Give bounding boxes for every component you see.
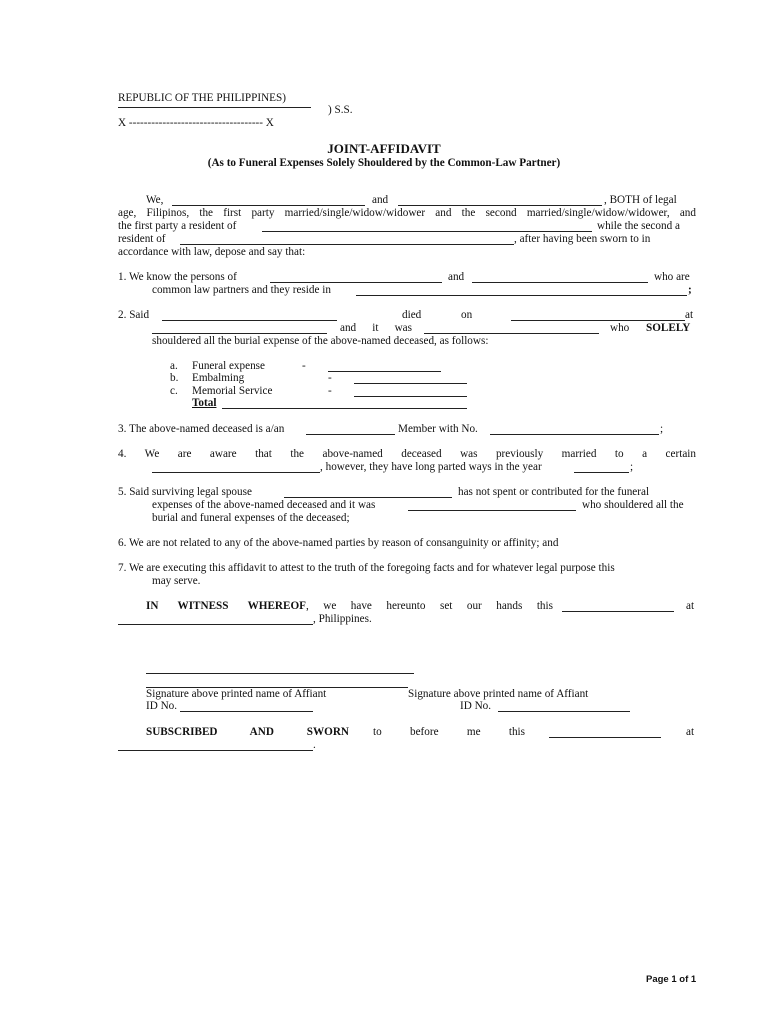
item1-text-e: ; [688, 284, 692, 296]
item5-partner-line [408, 510, 576, 511]
intro-and: and [372, 194, 389, 206]
id-line-right [498, 711, 630, 712]
item2-solely: SOLELY [646, 322, 691, 334]
expense-b-amount-line [354, 383, 467, 384]
item4-spouse-line [152, 472, 320, 473]
ss-label: ) S.S. [328, 104, 353, 116]
sworn-text-a: to before me this [373, 726, 525, 738]
page-number: Page 1 of 1 [646, 974, 697, 985]
item2-who: who [610, 322, 630, 334]
total-amount-line [354, 408, 467, 409]
item5-text-d: who shouldered all the [582, 499, 684, 511]
expense-a-label: Funeral expense [192, 360, 266, 372]
intro-line-3b: while the second a [597, 220, 680, 232]
sworn-at: at [686, 726, 695, 738]
expense-b-label: Embalming [192, 372, 245, 384]
expense-a-amount-line [328, 371, 441, 372]
first-party-name-line [172, 205, 365, 206]
sworn-date-line [549, 737, 661, 738]
item6-text: 6. We are not related to any of the above-named parties by reason of consanguinity or affinity; and [118, 537, 559, 549]
item5-text-c: expenses of the above-named deceased and it was [152, 499, 376, 511]
intro-line-5: accordance with law, depose and say that: [118, 246, 306, 258]
first-party-residence-line [262, 231, 592, 232]
signature-label-right: Signature above printed name of Affiant [408, 688, 589, 700]
sworn-end: . [313, 739, 316, 751]
item5-text-a: 5. Said surviving legal spouse [118, 486, 252, 498]
item2-deceased-line [162, 320, 337, 321]
item1-text-c: who are [654, 271, 690, 283]
expense-a-letter: a. [170, 360, 178, 372]
total-words-line [222, 408, 354, 409]
intro-both: , BOTH of legal [604, 194, 677, 206]
item3-text-b: Member with No. [398, 423, 478, 435]
intro-we: We, [146, 194, 164, 206]
sworn-place-line [118, 750, 313, 751]
expense-c-amount-line [354, 396, 467, 397]
item1-person1-line [270, 282, 442, 283]
item4-text-a: 4. We are aware that the above-named deceased was previously married to a certain [118, 448, 696, 460]
second-party-residence-line [180, 244, 514, 245]
expense-b-dash: - [328, 372, 332, 384]
id-label-right: ID No. [460, 700, 492, 712]
intro-line-3a: the first party a resident of [118, 220, 237, 232]
item2-at: at [685, 309, 694, 321]
item7-text-b: may serve. [152, 575, 201, 587]
total-label: Total [192, 397, 217, 409]
document-title: JOINT-AFFIDAVIT [327, 141, 441, 156]
item5-text-b: has not spent or contributed for the funeral [458, 486, 650, 498]
item3-text-c: ; [660, 423, 664, 435]
id-line-left [180, 711, 313, 712]
item2-on: on [461, 309, 473, 321]
item1-person2-line [472, 282, 648, 283]
item3-member-no-line [490, 434, 659, 435]
item1-text-b: and [448, 271, 465, 283]
signature-line-left-1 [146, 673, 414, 674]
expense-b-letter: b. [170, 372, 179, 384]
id-label-left: ID No. [146, 700, 178, 712]
item2-partner-line [424, 333, 599, 334]
item5-spouse-line [284, 497, 452, 498]
item1-text-a: 1. We know the persons of [118, 271, 237, 283]
intro-line-4a: resident of [118, 233, 166, 245]
signature-label-left: Signature above printed name of Affiant [146, 688, 327, 700]
intro-line-2: age, Filipinos, the first party married/single/widow/widower and the second married/single/widow/widower, and [118, 207, 696, 219]
item2-line-3: shouldered all the burial expense of the above-named deceased, as follows: [152, 335, 489, 347]
item2-and-it-was: and it was [340, 322, 412, 334]
second-party-name-line [398, 205, 602, 206]
item3-text-a: 3. The above-named deceased is a/an [118, 423, 285, 435]
sworn-bold: SUBSCRIBED AND SWORN [146, 726, 349, 738]
expense-c-letter: c. [170, 385, 178, 397]
item1-residence-line [356, 295, 687, 296]
item4-year-line [574, 472, 629, 473]
document-subtitle: (As to Funeral Expenses Solely Shouldered by the Common-Law Partner) [207, 157, 561, 169]
witness-at: at [686, 600, 695, 612]
intro-line-4b: , after having been sworn to in [514, 233, 651, 245]
witness-text-a: , we have hereunto set our hands this [306, 600, 553, 612]
item7-text-a: 7. We are executing this affidavit to attest to the truth of the foregoing facts and for whatever legal purpose this [118, 562, 615, 574]
item5-text-e: burial and funeral expenses of the deceased; [152, 512, 350, 524]
expense-c-label: Memorial Service [192, 385, 273, 397]
item2-place-line [152, 333, 327, 334]
item2-text-a: 2. Said [118, 309, 150, 321]
expense-c-dash: - [328, 385, 332, 397]
x-line: X ------------------------------------ X [118, 117, 274, 129]
item2-died: died [402, 309, 422, 321]
venue-line [118, 107, 311, 108]
item3-membership-line [306, 434, 395, 435]
witness-place-line [118, 624, 313, 625]
republic-label: REPUBLIC OF THE PHILIPPINES) [118, 92, 286, 104]
witness-date-line [562, 611, 674, 612]
item4-text-c: ; [630, 461, 634, 473]
witness-philippines: , Philippines. [313, 613, 372, 625]
item2-date-line [511, 320, 685, 321]
item4-text-b: , however, they have long parted ways in the year [320, 461, 542, 473]
expense-a-dash: - [302, 360, 306, 372]
witness-bold: IN WITNESS WHEREOF [146, 600, 306, 612]
item1-text-d: common law partners and they reside in [152, 284, 331, 296]
